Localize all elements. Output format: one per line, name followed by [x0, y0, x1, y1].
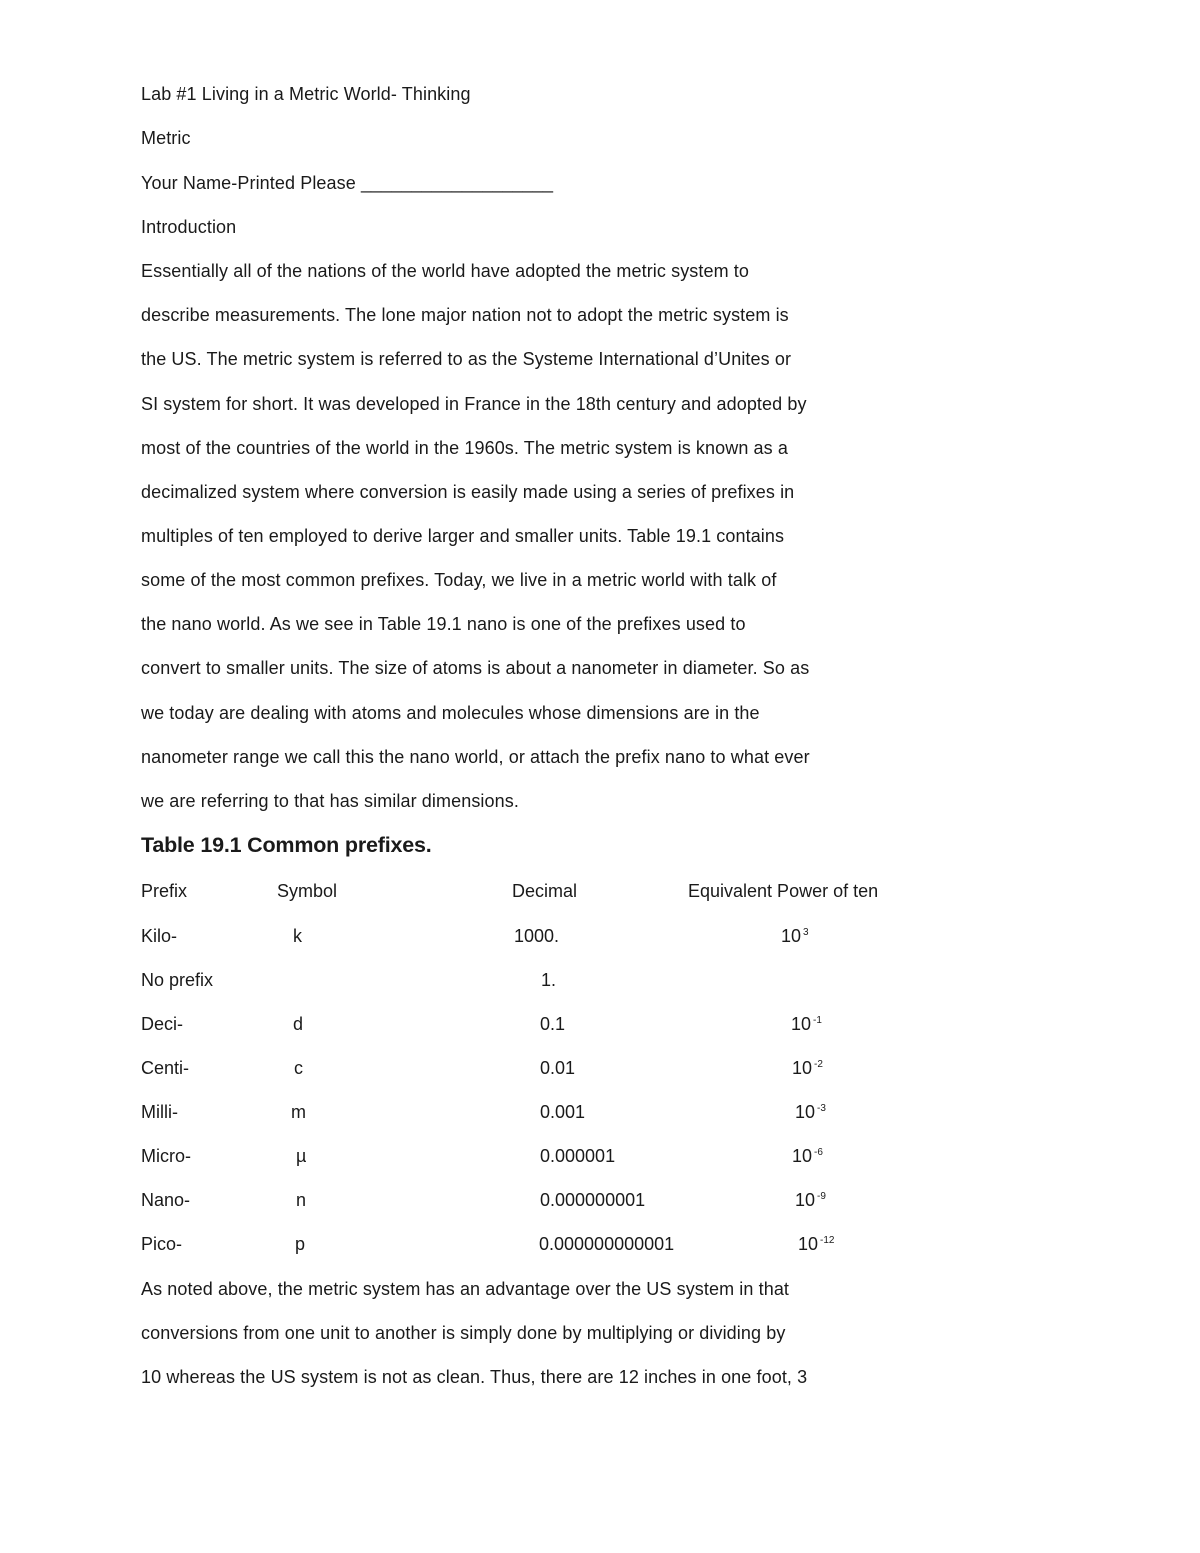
table-cell-symbol: p [295, 1234, 306, 1254]
table-cell-decimal: 0.000000000001 [539, 1234, 675, 1254]
intro-line: most of the countries of the world in the 1960s. The metric system is known as a [141, 438, 788, 458]
table-header-prefix: Prefix [141, 881, 188, 901]
table-cell-power: 10 $^{-12}$ [798, 1234, 835, 1254]
name-field-line: Your Name-Printed Please ___________________ [141, 173, 554, 193]
intro-line: decimalized system where conversion is easily made using a series of prefixes in [141, 482, 795, 502]
subtitle: Metric [141, 128, 191, 148]
table-cell-decimal: 1000. [514, 926, 560, 946]
intro-line: we are referring to that has similar dimensions. [141, 791, 519, 811]
closing-line: As noted above, the metric system has an advantage over the US system in that [141, 1279, 790, 1299]
table-cell-prefix: Kilo- [141, 926, 178, 946]
table-cell-decimal: 0.01 [540, 1058, 576, 1078]
intro-line: convert to smaller units. The size of atoms is about a nanometer in diameter. So as [141, 658, 810, 678]
table-cell-symbol: n [296, 1190, 307, 1210]
table-header-symbol: Symbol [277, 881, 338, 901]
table-cell-decimal: 0.000001 [540, 1146, 616, 1166]
table-cell-power: 10 $^{-2}$ [792, 1058, 823, 1078]
intro-line: nanometer range we call this the nano world, or attach the prefix nano to what ever [141, 747, 810, 767]
table-cell-power: 10 $^3$ [781, 926, 809, 946]
table-cell-decimal: 0.001 [540, 1102, 586, 1122]
closing-line: conversions from one unit to another is simply done by multiplying or dividing by [141, 1323, 786, 1343]
intro-line: the nano world. As we see in Table 19.1 nano is one of the prefixes used to [141, 614, 746, 634]
intro-line: Essentially all of the nations of the world have adopted the metric system to [141, 261, 750, 281]
table-header-decimal: Decimal [512, 881, 578, 901]
intro-line: SI system for short. It was developed in France in the 18th century and adopted by [141, 394, 807, 414]
section-heading-introduction: Introduction [141, 217, 237, 237]
table-cell-prefix: Deci- [141, 1014, 184, 1034]
intro-line: some of the most common prefixes. Today, we live in a metric world with talk of [141, 570, 777, 590]
table-cell-symbol: c [294, 1058, 303, 1078]
intro-line: multiples of ten employed to derive larger and smaller units. Table 19.1 contains [141, 526, 785, 546]
table-cell-prefix: Nano- [141, 1190, 191, 1210]
table-cell-symbol: d [293, 1014, 304, 1034]
intro-line: describe measurements. The lone major nation not to adopt the metric system is [141, 305, 789, 325]
table-cell-symbol: k [293, 926, 302, 946]
table-cell-prefix: Pico- [141, 1234, 183, 1254]
table-cell-prefix: Milli- [141, 1102, 178, 1122]
table-cell-symbol: m [291, 1102, 306, 1122]
table-cell-prefix: No prefix [141, 970, 214, 990]
table-cell-prefix: Micro- [141, 1146, 191, 1166]
table-cell-decimal: 0.1 [540, 1014, 566, 1034]
lab-title: Lab #1 Living in a Metric World- Thinking [141, 84, 471, 104]
table-title: Table 19.1 Common prefixes. [141, 833, 432, 857]
table-header-power: Equivalent Power of ten [688, 881, 879, 901]
table-cell-power: 10 $^{-9}$ [795, 1190, 826, 1210]
table-cell-power: 10 $^{-6}$ [792, 1146, 823, 1166]
table-cell-power: 10 $^{-1}$ [791, 1014, 822, 1034]
table-cell-decimal: 1. [541, 970, 557, 990]
table-cell-prefix: Centi- [141, 1058, 190, 1078]
closing-line: 10 whereas the US system is not as clean. Thus, there are 12 inches in one foot, 3 [141, 1367, 808, 1387]
table-cell-decimal: 0.000000001 [540, 1190, 646, 1210]
intro-line: the US. The metric system is referred to as the Systeme International d’Unites or [141, 349, 792, 369]
table-cell-power: 10 $^{-3}$ [795, 1102, 826, 1122]
table-cell-symbol: µ [296, 1146, 307, 1166]
intro-line: we today are dealing with atoms and molecules whose dimensions are in the [141, 703, 760, 723]
